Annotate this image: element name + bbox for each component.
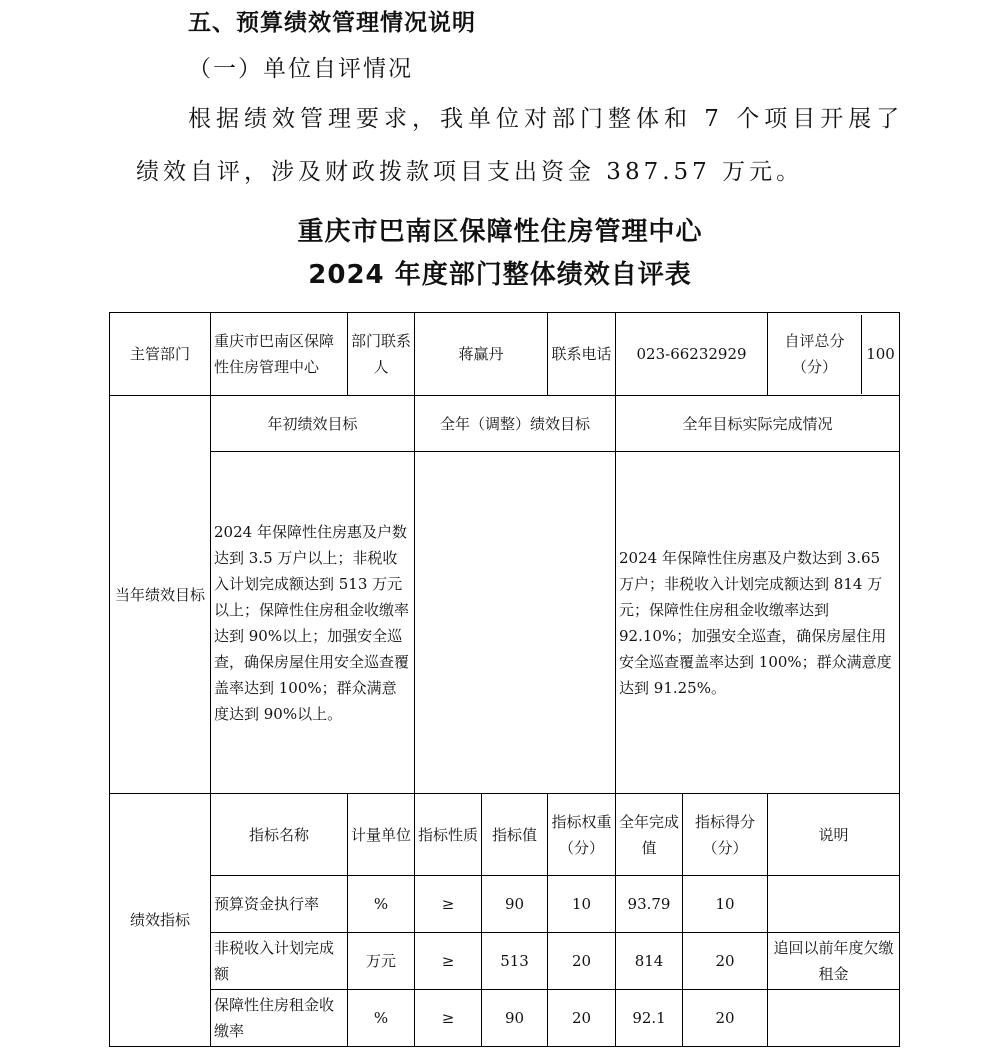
dept-name: 重庆市巴南区保障性住房管理中心	[211, 313, 348, 396]
indicator-header-row	[110, 794, 900, 876]
col-adjusted-goal: 全年（调整）绩效目标	[415, 396, 616, 452]
indicator-weight: 20	[548, 933, 616, 990]
table-row	[110, 876, 900, 933]
indicator-note	[768, 876, 900, 933]
hdr-score: 指标得分（分）	[683, 794, 768, 876]
indicator-score: 20	[683, 933, 768, 990]
paragraph-line-2: 绩效自评，涉及财政拨款项目支出资金 387.57 万元。	[136, 159, 804, 185]
col-actual: 全年目标实际完成情况	[616, 396, 900, 452]
indicator-value: 90	[482, 990, 548, 1047]
paragraph-line-1: 根据绩效管理要求，我单位对部门整体和 7 个项目开展了	[188, 106, 905, 132]
actual-goal-text: 2024 年保障性住房惠及户数达到 3.65 万户；非税收入计划完成额达到 814 万元；保障性住房租金收缴率达到 92.10%；加强安全巡查，确保房屋住用安全巡查覆盖率达到 100%；群众满意度达到 91.25%。	[616, 452, 900, 794]
indicator-name: 保障性住房租金收缴率	[211, 990, 348, 1047]
indicator-unit: %	[348, 876, 415, 933]
indicator-weight: 20	[548, 990, 616, 1047]
hdr-name: 指标名称	[211, 794, 348, 876]
indicator-note	[768, 990, 900, 1047]
label-goals: 当年绩效目标	[110, 396, 211, 794]
indicator-unit: %	[348, 990, 415, 1047]
indicator-nature: ≥	[415, 933, 482, 990]
label-score: 自评总分（分）	[768, 315, 862, 394]
table-row	[110, 933, 900, 990]
table-subtitle: 2024 年度部门整体绩效自评表	[308, 260, 692, 290]
indicator-unit: 万元	[348, 933, 415, 990]
hdr-actual: 全年完成值	[616, 794, 683, 876]
goals-header-row	[110, 396, 900, 452]
hdr-unit: 计量单位	[348, 794, 415, 876]
indicator-score: 20	[683, 990, 768, 1047]
indicator-actual: 92.1	[616, 990, 683, 1047]
indicator-value: 513	[482, 933, 548, 990]
subsection-heading: （一）单位自评情况	[188, 56, 413, 82]
hdr-note: 说明	[768, 794, 900, 876]
label-phone: 联系电话	[548, 313, 616, 396]
indicator-value: 90	[482, 876, 548, 933]
indicator-weight: 10	[548, 876, 616, 933]
indicator-name: 非税收入计划完成额	[211, 933, 348, 990]
indicator-actual: 814	[616, 933, 683, 990]
indicator-actual: 93.79	[616, 876, 683, 933]
table-title: 重庆市巴南区保障性住房管理中心	[297, 217, 703, 247]
table-row	[110, 990, 900, 1047]
initial-goal-text: 2024 年保障性住房惠及户数达到 3.5 万户以上；非税收入计划完成额达到 513 万元以上；保障性住房租金收缴率达到 90%以上；加强安全巡查，确保房屋住用安全巡查覆盖率达到 100%；群众满意度达到 90%以上。	[211, 452, 415, 794]
label-indicators: 绩效指标	[110, 794, 211, 1047]
section-heading: 五、预算绩效管理情况说明	[188, 10, 476, 36]
indicator-score: 10	[683, 876, 768, 933]
indicator-note: 追回以前年度欠缴租金	[768, 933, 900, 990]
self-evaluation-table	[109, 312, 900, 1047]
indicator-nature: ≥	[415, 876, 482, 933]
label-contact: 部门联系人	[348, 313, 415, 396]
phone-number: 023-66232929	[616, 313, 768, 396]
score-cell	[768, 313, 900, 396]
col-initial-goal: 年初绩效目标	[211, 396, 415, 452]
total-score: 100	[866, 345, 895, 363]
hdr-nature: 指标性质	[415, 794, 482, 876]
indicator-name: 预算资金执行率	[211, 876, 348, 933]
adjusted-goal-text	[415, 452, 616, 794]
goals-content-row	[110, 452, 900, 794]
hdr-weight: 指标权重（分）	[548, 794, 616, 876]
header-info-row	[110, 313, 900, 396]
contact-name: 蒋赢丹	[415, 313, 548, 396]
hdr-value: 指标值	[482, 794, 548, 876]
indicator-nature: ≥	[415, 990, 482, 1047]
label-dept: 主管部门	[110, 313, 211, 396]
